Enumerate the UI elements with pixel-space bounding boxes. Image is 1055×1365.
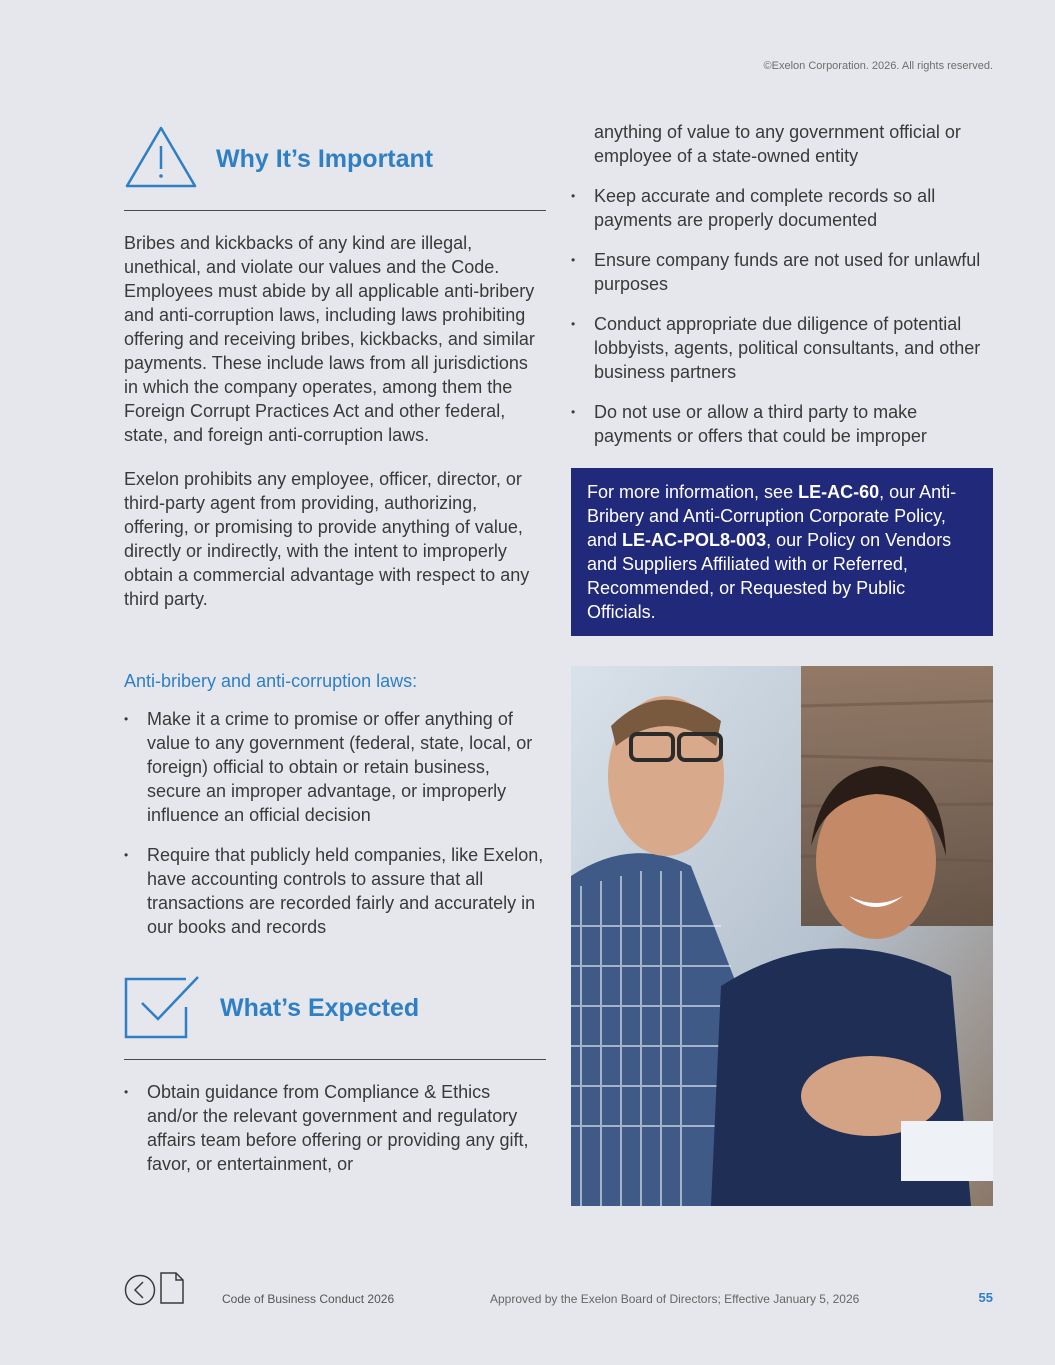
list-item: • Ensure company funds are not used for unlawful purposes	[571, 248, 993, 296]
policy-info-box	[571, 468, 993, 636]
why-important-header	[124, 118, 546, 200]
section-divider	[124, 1059, 546, 1060]
document-icon[interactable]	[160, 1272, 184, 1309]
list-item: • Obtain guidance from Compliance & Ethics and/or the relevant government and regulatory affairs team before offering or providing any gift, favor, or entertainment, or	[124, 1080, 546, 1176]
expected-list-start	[124, 1080, 546, 1176]
back-arrow-icon[interactable]	[124, 1274, 156, 1311]
why-paragraph-1: Bribes and kickbacks of any kind are illegal, unethical, and violate our values and the Code. Employees must abide by all applicable anti-bribery and anti-corruption laws, including laws prohibiting offering and receiving bribes, kickbacks, and similar payments. These include laws from all jurisdictions in which the company operates, among them the Foreign Corrupt Practices Act and other federal, state, and foreign anti-corruption laws.	[124, 233, 535, 445]
approval-note: Approved by the Exelon Board of Directors; Effective January 5, 2026	[490, 1292, 860, 1306]
document-title: Code of Business Conduct 2026	[222, 1292, 395, 1306]
list-item: • Conduct appropriate due diligence of potential lobbyists, agents, political consultants, and other business partners	[571, 312, 993, 384]
policy-code-link[interactable]: LE-AC-60	[798, 482, 880, 502]
page-number: 55	[978, 1290, 993, 1305]
laws-subheading: Anti-bribery and anti-corruption laws:	[124, 671, 418, 691]
whats-expected-header	[124, 967, 546, 1049]
list-item: • Require that publicly held companies, like Exelon, have accounting controls to assure that all transactions are recorded fairly and accurately in our books and records	[124, 843, 546, 939]
right-column	[571, 118, 993, 1206]
checkbox-check-icon	[124, 973, 202, 1044]
why-important-heading: Why It’s Important	[216, 144, 434, 173]
list-item-continuation: anything of value to any government official or employee of a state-owned entity	[594, 122, 961, 166]
list-item: • Make it a crime to promise or offer anything of value to any government (federal, state, local, or foreign) official to obtain or retain business, secure an improper advantage, or improperly influence an official decision	[124, 707, 546, 827]
warning-icon	[124, 124, 198, 195]
left-column	[124, 118, 546, 1192]
section-divider	[124, 210, 546, 211]
why-paragraph-2: Exelon prohibits any employee, officer, director, or third-party agent from providing, authorizing, offering, or promising to provide anything of value, directly or indirectly, with the intent to improperly obtain a commercial advantage with respect to any third party.	[124, 469, 530, 609]
info-text: For more information, see	[587, 482, 799, 502]
info-text: , our Anti-Bribery and Anti-Corruption Corporate Policy, and	[587, 482, 957, 550]
info-text: , our Policy on Vendors and Suppliers Affiliated with or Referred, Recommended, or Requested by Public Officials.	[587, 530, 952, 622]
policy-code-link[interactable]: LE-AC-POL8-003	[622, 530, 767, 550]
page-footer	[0, 1272, 1055, 1308]
expected-list	[571, 184, 993, 448]
office-photo	[571, 666, 993, 1206]
copyright-notice: ©Exelon Corporation. 2026. All rights reserved.	[763, 60, 993, 72]
laws-list	[124, 707, 546, 939]
whats-expected-heading: What’s Expected	[220, 993, 420, 1022]
list-item: • Keep accurate and complete records so all payments are properly documented	[571, 184, 993, 232]
list-item: • Do not use or allow a third party to make payments or offers that could be improper	[571, 400, 993, 448]
